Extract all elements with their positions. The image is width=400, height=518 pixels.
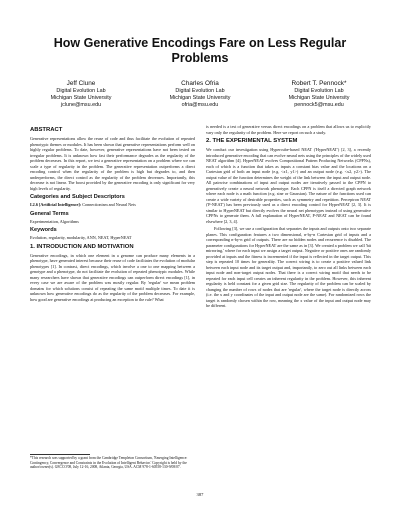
left-column — [30, 124, 195, 304]
author-1 — [22, 80, 140, 109]
categories-code: I.2.6 [Artificial Intelligence]: — [30, 202, 82, 207]
author-email: jclune@msu.edu — [60, 102, 102, 108]
intro-text: Generative encodings, in which one element in a genome can produce many elements in a phenotype, have generated interest because their reuse of code facilitates the evolution of modular phenotypes [1]. In contrast, direct encodings, which involve a one to one mapping between a genotype and a phenotype, do not facilitate the evolution of repeated phenotypic modules. While many researchers have shown that generative encodings can outperform direct encodings [1], in every case we are aware of the problem was mostly regular. By 'regular' we mean problem domains for which solutions consist of repeating the same motif multiple times. To date it is unknown how generative encodings do as the regularity of the problem decreases. For example, how good are generative encodings at producing an exception to the rule? What — [30, 252, 195, 302]
author-name: Robert T. Pennock* — [291, 80, 347, 87]
system-heading: 2. THE EXPERIMENTAL SYSTEM — [206, 138, 298, 144]
footnote: *This research was supported by a grant from the Cambridge Templeton Consortium, 'Emerging Intelligence: Contingency, Convergence and Constraints in the Evolution of Intelligent Behavior.' Copyright is held by the author/owner(s). GECCO'08, July 12-16, 2008, Atlanta, Georgia, USA. ACM 978-1-60558-130-9/08/07. — [30, 456, 188, 470]
terms-text: Experimentation, Algorithms — [30, 218, 79, 224]
intro-continuation: is needed is a test of generative versus direct encodings on a problem that allows us to explicitly vary only the regularity of the problem. Here we report on such a study. — [206, 124, 371, 135]
author-name: Jeff Clune — [66, 80, 96, 87]
paper-title: How Generative Encodings Fare on Less Regular Problems — [53, 36, 347, 65]
author-university: Michigan State University — [50, 95, 112, 101]
author-affiliation: Digital Evolution Lab — [294, 88, 344, 94]
keywords-heading: Keywords — [30, 227, 57, 233]
abstract-text: Generative representations allow the reuse of code and thus facilitate the evolution of repeated phenotypic themes or modules. It has been shown that generative representations perform well on highly regular problems. To date, however, generative representations have not been tested on irregular problems. It is unknown how fast their performance degrades as the regularity of the problem decreases. In this report, we test a generative representation on a problem where we can scale a type of regularity in the problem. The generative representation outperforms a direct encoding control when the regularity of the problem is high but degrades to, and then underperforms, the direct control as the regularity of the problem decreases. Importantly, this decrease is not linear. The boost provided by the generative encoding is only significant for very high levels of regularity. — [30, 136, 195, 191]
terms-heading: General Terms — [30, 210, 69, 217]
author-affiliation: Digital Evolution Lab — [175, 88, 225, 94]
author-name: Charles Ofria — [181, 80, 219, 87]
page-number: 387 — [196, 492, 204, 497]
intro-heading: 1. INTRODUCTION AND MOTIVATION — [30, 243, 134, 250]
system-paragraph-1: We conduct our investigation using Hypercube-based NEAT ('HyperNEAT') [2, 3], a recently introduced generative encoding that can evolve neural nets using the principles of the widely used NEAT algorithm [4]. HyperNEAT evolves Compositional Pattern Producing Networks (CPPNs), each of which is a function that takes as inputs a constant bias value and the locations on a Cartesian grid of both an input node (e.g. <x1, y1>) and an output node (e.g. <x2, y2>). The output value of the function determines the weight of the link between the input and output node. All pairwise combinations of input and output nodes are iteratively passed to the CPPN to generatively create a neural network phenotype. Each CPPN is itself a directed graph network where each node is a math function (e.g. sine or Gaussian). The nature of the functions used can create a wide variety of desirable properties, such as symmetry and repetition. Perceptron NEAT ('P-NEAT') has been previously used as a direct encoding control for HyperNEAT [2, 3]. It is similar to HyperNEAT but directly evolves the neural net phenotypes instead of using generative CPPNs to generate them. A full explanation of HyperNEAT, P-NEAT and NEAT can be found elsewhere [2, 3, 4]. — [206, 147, 371, 224]
right-column — [206, 124, 371, 311]
author-2 — [141, 80, 259, 109]
footnote-rule — [30, 454, 90, 455]
categories-text: Connectionism and Neural Nets — [82, 202, 136, 207]
author-university: Michigan State University — [288, 95, 350, 101]
author-block — [22, 80, 378, 109]
author-university: Michigan State University — [169, 95, 231, 101]
author-3 — [260, 80, 378, 109]
system-paragraph-2: Following [3], we use a configuration that separates the inputs and outputs onto two separate planes. This configuration features a two dimensional, n-by-n Cartesian grid of inputs and a corresponding n-by-n grid of outputs. There are no hidden nodes and recurrence is disabled. The parameter configurations for HyperNEAT are the same as in [3]. We created a problem we call 'bit mirroring,' where for each input we assign a target output. Negative or positive ones are randomly provided at inputs and the fitness is incremented if the input is reflected in the target output. This step is repeated 10 times for generality. The correct wiring is to create a positive valued link between each input node and its target output and, importantly, to zero out all links between each input node and non-target output nodes. That there is a correct wiring motif that needs to be repeated for each input cell creates an inherent regularity in the problem. However, this inherent regularity is held constant for a given grid size. The regularity of the problem can be scaled by changing the number of rows of nodes that are 'regular', where the target node is directly across (i.e. the x and y coordinates of the input and output node are the same). For randomized rows the target is randomly chosen within the row, meaning the x value of the input and output node may be different. — [206, 226, 371, 308]
categories-heading: Categories and Subject Descriptors — [30, 194, 125, 200]
keywords-text: Evolution, regularity, modularity, ANN, NEAT, HyperNEAT — [30, 235, 132, 240]
author-email: pennock5@msu.edu — [294, 102, 344, 108]
author-email: ofria@msu.edu — [181, 102, 219, 108]
categories-line — [30, 202, 195, 208]
abstract-heading: ABSTRACT — [30, 127, 63, 133]
author-affiliation: Digital Evolution Lab — [56, 88, 106, 94]
